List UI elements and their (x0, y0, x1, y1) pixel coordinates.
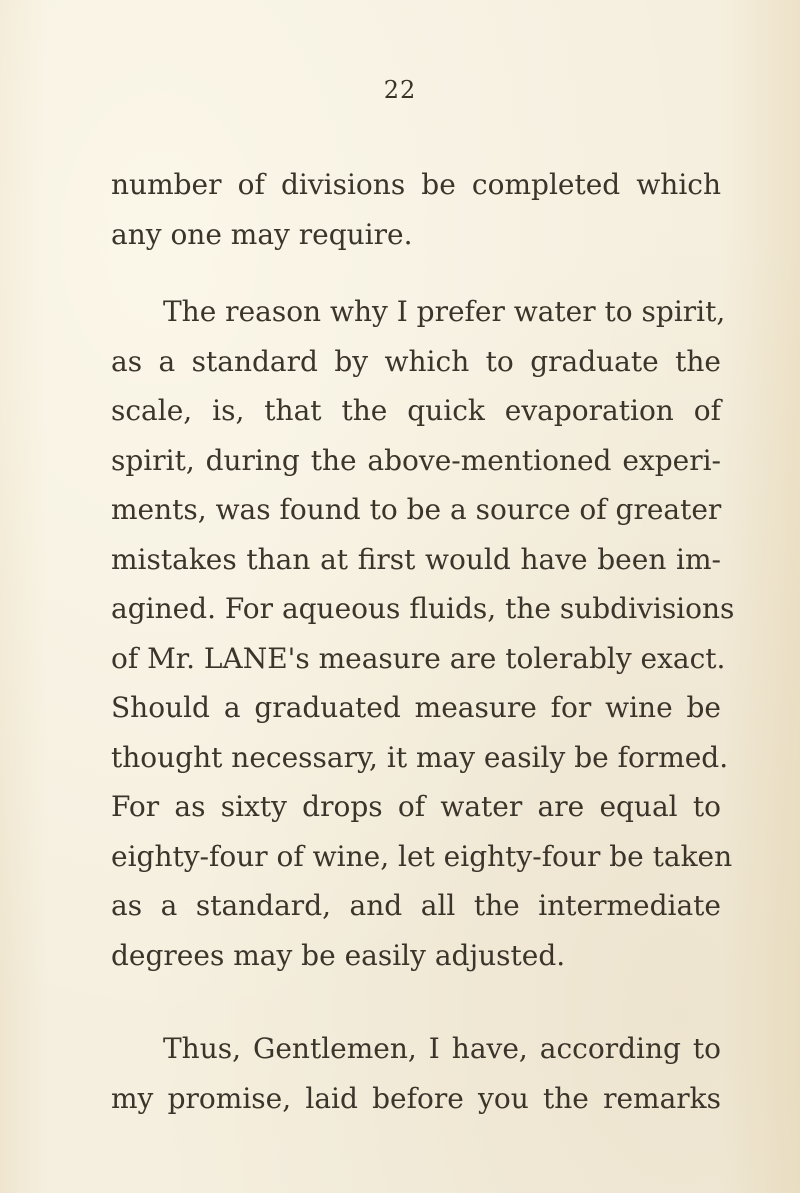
text-line: For as sixty drops of water are equal to (111, 790, 721, 823)
text-line: The reason why I prefer water to spirit, (163, 295, 726, 328)
text-line: as a standard, and all the intermediate (111, 889, 721, 922)
paragraph-continuation (111, 160, 721, 259)
text-line: number of divisions be completed which (111, 168, 721, 201)
text-line: Should a graduated measure for wine be (111, 691, 721, 724)
text-line: as a standard by which to graduate the (111, 344, 721, 378)
text-line: Thus, Gentlemen, I have, according to (163, 1032, 721, 1065)
text-line: scale, is, that the quick evaporation of (111, 394, 721, 427)
text-line: thought necessary, it may easily be formed. (111, 740, 729, 774)
text-line: eighty-four of wine, let eighty-four be taken (111, 839, 733, 873)
paragraph-water-vs-spirit (111, 287, 735, 980)
text-line: ments, was found to be a source of greater (111, 493, 722, 526)
text-line: any one may require. (111, 217, 413, 251)
page-number: 22 (383, 76, 417, 104)
text-line: mistakes than at first would have been im- (111, 542, 721, 576)
body-text (111, 160, 735, 1123)
paragraph-closing (111, 1024, 721, 1123)
text-line: degrees may be easily adjusted. (111, 938, 566, 972)
text-line: of Mr. LANE's measure are tolerably exact. (111, 641, 726, 675)
text-line: spirit, during the above-mentioned experi- (111, 443, 721, 477)
text-line: agined. For aqueous fluids, the subdivisions (111, 592, 735, 625)
text-line: my promise, laid before you the remarks (111, 1081, 721, 1115)
